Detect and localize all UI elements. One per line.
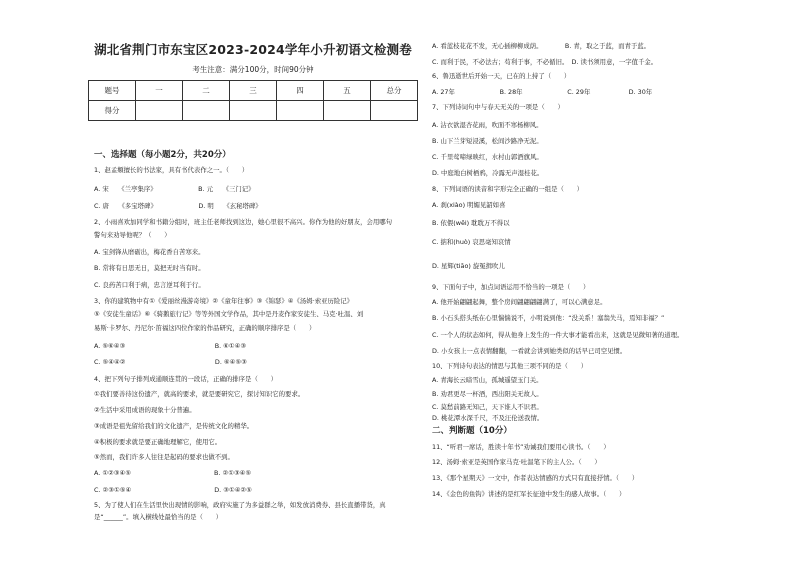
question-line: A. 宝剑锋从磨砺出，梅花香自苦寒来。	[94, 248, 205, 256]
score-header-cell: 一	[136, 81, 183, 101]
score-cell	[230, 101, 277, 121]
question-line: ②生活中采用成语的现象十分普遍。	[94, 406, 196, 414]
question-line: 10、下列诗句表达的情思与其他三项不同的是（ ）	[432, 362, 588, 370]
section1-heading: 一、选择题（每小题2分，共20分）	[94, 150, 231, 160]
question-line: ⑤《安徒生童话》⑥《骑鹅旅行记》等等外国文学作品，其中是丹麦作家安徒生、马克·吐温、刘	[94, 310, 364, 318]
question-line: A. 沾衣欲湿杏花雨，吹面不寒杨柳风。	[432, 121, 543, 129]
question-line: B. 常将有日思无日，莫把无时当有时。	[94, 264, 205, 272]
exam-notice: 考生注意：满分100分，时间90分钟	[192, 65, 314, 74]
score-cell	[324, 101, 371, 121]
question-line: 是“______”。填入横线处最恰当的是（ ）	[94, 513, 223, 521]
score-header-cell: 总分	[371, 81, 418, 101]
question-line: B. 劝君更尽一杯酒，西出阳关无故人。	[432, 390, 543, 398]
score-header-cell: 题号	[89, 81, 136, 101]
question-line: C. 良药苦口利于病，忠言逆耳利于行。	[94, 281, 205, 289]
score-cell	[183, 101, 230, 121]
question-line: D. 桃花潭水深千尺，不及汪伦送我情。	[432, 414, 544, 422]
question-line: A. 刹(xiào) 明媚见韶如喜	[432, 201, 506, 209]
score-table-header-row	[89, 81, 418, 101]
question-line: D. 小女孩上一点表情翻翻，一看就会讲到她类似的话早已司空见惯。	[432, 347, 627, 355]
question-line: 4、把下列句子排列成通顺连贯的一段话，正确的排序是（ ）	[94, 375, 278, 383]
score-table	[88, 80, 418, 121]
question-line: 11、“听君一席话，胜读十年书”劝诫我们要用心读书。（ ）	[432, 443, 610, 451]
question-line: C. ⑤④④② D. ⑥④⑤③	[94, 358, 247, 366]
question-line: B. 小石头搭头纸在心里惴惴说不，小明说到他：“没关系！塞翁失马，焉知非福？”	[432, 314, 665, 322]
question-line: 警句来劝导他呢？（ ）	[94, 231, 171, 239]
question-line: 12、汤姆·索亚是英国作家马克·吐温笔下的主人公。（ ）	[432, 458, 601, 466]
question-line: C. 唐 《多宝塔碑》 D. 明 《玄秘塔碑》	[94, 202, 262, 210]
score-header-cell: 四	[277, 81, 324, 101]
score-header-cell: 二	[183, 81, 230, 101]
question-line: 3、你的建筑物中有①《爱丽丝漫游奇境》②《童年往事》③《锦瑟》④《汤姆·索亚历险记》	[94, 297, 354, 305]
question-line: C. 一个人的状态如何，得从他身上发生的一件大事才能看出来，这就是见微知著的道理。	[432, 331, 684, 339]
question-line: ③成语是祖先留给我们的文化遗产，是传统文化的精华。	[94, 422, 254, 430]
question-line: A. 宋 《兰亭集序》 B. 元 《三门记》	[94, 185, 255, 193]
question-line: 6、鲁迅逝世后开始一天，已在的上持了（ ）	[432, 72, 571, 80]
question-line: 2、小雨喜欢加同学和书籍分组时，班主任老师找到这边，她心里很不高兴。你作为他的好朋友，会用哪句	[94, 218, 393, 226]
question-line: C. ②③①⑤④ D. ③①④②⑤	[94, 486, 252, 494]
question-line: A. 看蓝枝花花不发，无心插柳柳成荫。 B. 青，取之于蓝，而青于蓝。	[432, 42, 651, 50]
question-line: 7、下列诗词句中与春天无关的一项是（ ）	[432, 103, 564, 111]
score-cell	[371, 101, 418, 121]
question-line: C. 千里莺啼绿映红，水村山郭酒旗风。	[432, 153, 543, 161]
question-line: 5、为了使人们在生活里快出现情的影响，政府实施了为多益群之举，如发放消费券、县长直播带货，真	[94, 501, 386, 509]
question-line: A. 27年 B. 28年 C. 29年 D. 30年	[432, 88, 653, 96]
question-line: 1、赵孟頫擅长的书法家，具有书代表作之一。（ ）	[94, 166, 249, 174]
question-line: 13、《那个星期天》一文中，作者表达情感的方式只有直接抒情。（ ）	[432, 474, 639, 482]
question-line: B. 依偎(wēi) 耽耽万不得以	[432, 219, 510, 227]
question-line: A. ⑤⑥④③ B. ⑥①④③	[94, 342, 247, 350]
question-line: 14、《金色的鱼钩》讲述的是红军长征途中发生的感人故事。（ ）	[432, 490, 626, 498]
question-line: 易斯·卡罗尔、丹尼尔·笛福这四位作家的作品研究，正确的顺序排序是（ ）	[94, 324, 316, 332]
question-line: ④积极的要求就是要正确地理解它，使用它。	[94, 438, 222, 446]
question-line: C. 而利于民，不必法古；苟利于事，不必循旧。 D. 读书须用意，一字值千金。	[432, 58, 658, 66]
score-table-score-row	[89, 101, 418, 121]
page-title: 湖北省荆门市东宝区2023-2024学年小升初语文检测卷	[94, 42, 412, 57]
question-line: C. 掂和(huò) 哀思毫知哀情	[432, 238, 511, 246]
section2-heading: 二、判断题（10分）	[432, 426, 512, 436]
score-header-cell: 五	[324, 81, 371, 101]
question-line: B. 山下兰芽短浸溪，松间沙路净无泥。	[432, 137, 543, 145]
question-line: D. 星辉(tiāo) 旋冤揖吹儿	[432, 262, 505, 270]
question-line: A. 他开始翩翩起舞，整个房间翩翩翩翩满了，可以心满意足。	[432, 298, 607, 306]
question-line: ①我们要善待这份遗产，就高的要求，就是要研究它，探讨知识它的要求。	[94, 390, 305, 398]
score-cell	[136, 101, 183, 121]
question-line: C. 莫愁前路无知己，天下谁人不识君。	[432, 403, 543, 411]
question-line: A. 青海长云暗雪山，孤城遥望玉门关。	[432, 376, 543, 384]
question-line: D. 中庭地白树栖鸦，冷露无声湿桂花。	[432, 169, 544, 177]
question-line: 9、下面句子中，加点词语运用不恰当的一项是（ ）	[432, 283, 590, 291]
score-header-cell: 三	[230, 81, 277, 101]
score-row-label: 得分	[89, 101, 136, 121]
score-cell	[277, 101, 324, 121]
question-line: ⑤然而，我们许多人往往是起码的要求也做不到。	[94, 453, 234, 461]
question-line: A. ①②③④⑤ B. ②①③④⑤	[94, 469, 252, 477]
question-line: 8、下列词语的读音和字形完全正确的一组是（ ）	[432, 185, 584, 193]
